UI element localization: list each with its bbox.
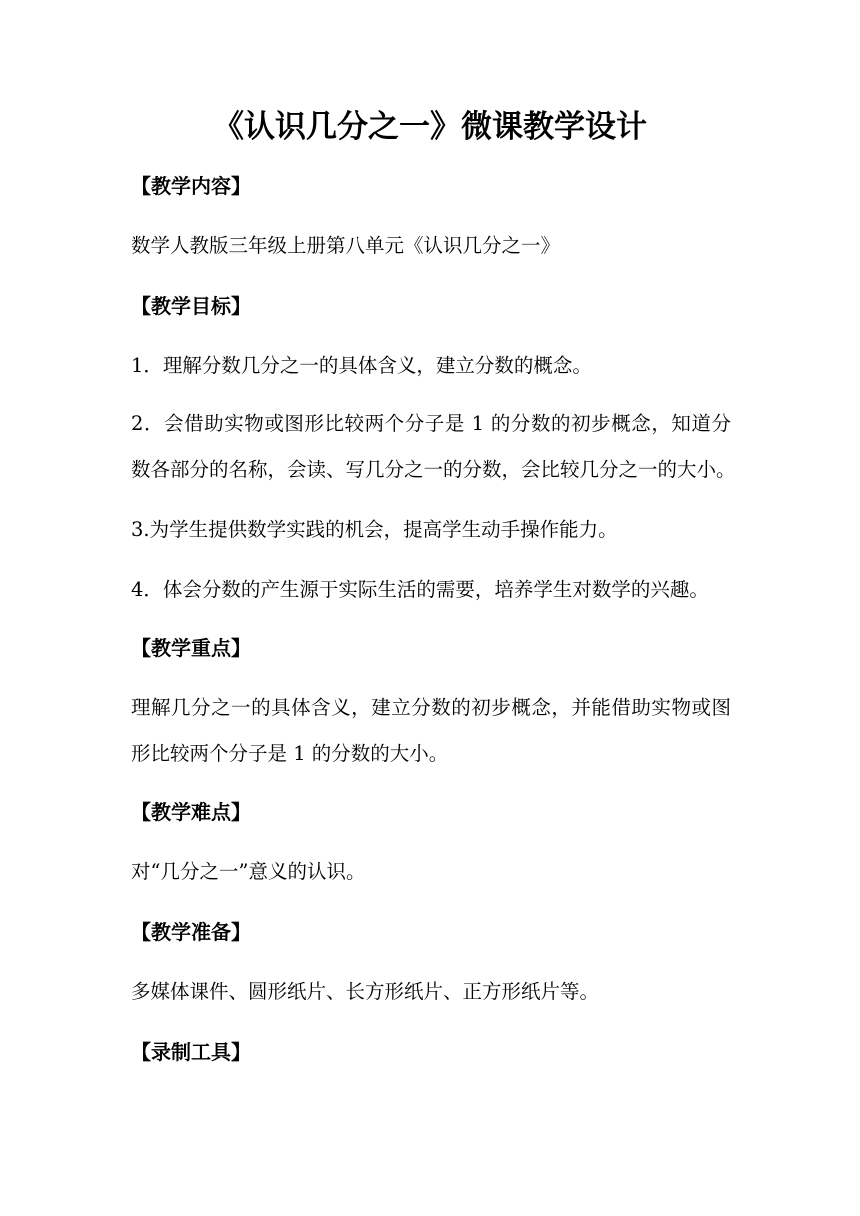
difficulties-text: 对“几分之一”意义的认识。 — [131, 860, 366, 883]
heading-teaching-content: 【教学内容】 — [131, 174, 251, 198]
heading-difficulties: 【教学难点】 — [131, 800, 251, 824]
objective-item-4: 4．体会分数的产生源于实际生活的需要，培养学生对数学的兴趣。 — [131, 578, 709, 601]
teaching-content-text: 数学人教版三年级上册第八单元《认识几分之一》 — [131, 234, 561, 257]
heading-teaching-objectives: 【教学目标】 — [131, 294, 251, 318]
objective-item-1: 1．理解分数几分之一的具体含义，建立分数的概念。 — [131, 354, 592, 377]
heading-key-points: 【教学重点】 — [131, 636, 251, 660]
objective-item-3: 3.为学生提供数学实践的机会，提高学生动手操作能力。 — [131, 518, 618, 541]
document-title: 《认识几分之一》微课教学设计 — [213, 109, 647, 145]
preparation-text: 多媒体课件、圆形纸片、长方形纸片、正方形纸片等。 — [131, 980, 600, 1003]
heading-recording-tools: 【录制工具】 — [131, 1040, 251, 1064]
heading-preparation: 【教学准备】 — [131, 920, 251, 944]
key-points-line-1: 理解几分之一的具体含义，建立分数的初步概念，并能借助实物或图 — [131, 696, 731, 719]
objective-item-2-line-2: 数各部分的名称，会读、写几分之一的分数，会比较几分之一的大小。 — [131, 458, 736, 481]
objective-item-2-line-1: 2．会借助实物或图形比较两个分子是 1 的分数的初步概念，知道分 — [131, 412, 731, 435]
key-points-line-2: 形比较两个分子是 1 的分数的大小。 — [131, 742, 449, 765]
